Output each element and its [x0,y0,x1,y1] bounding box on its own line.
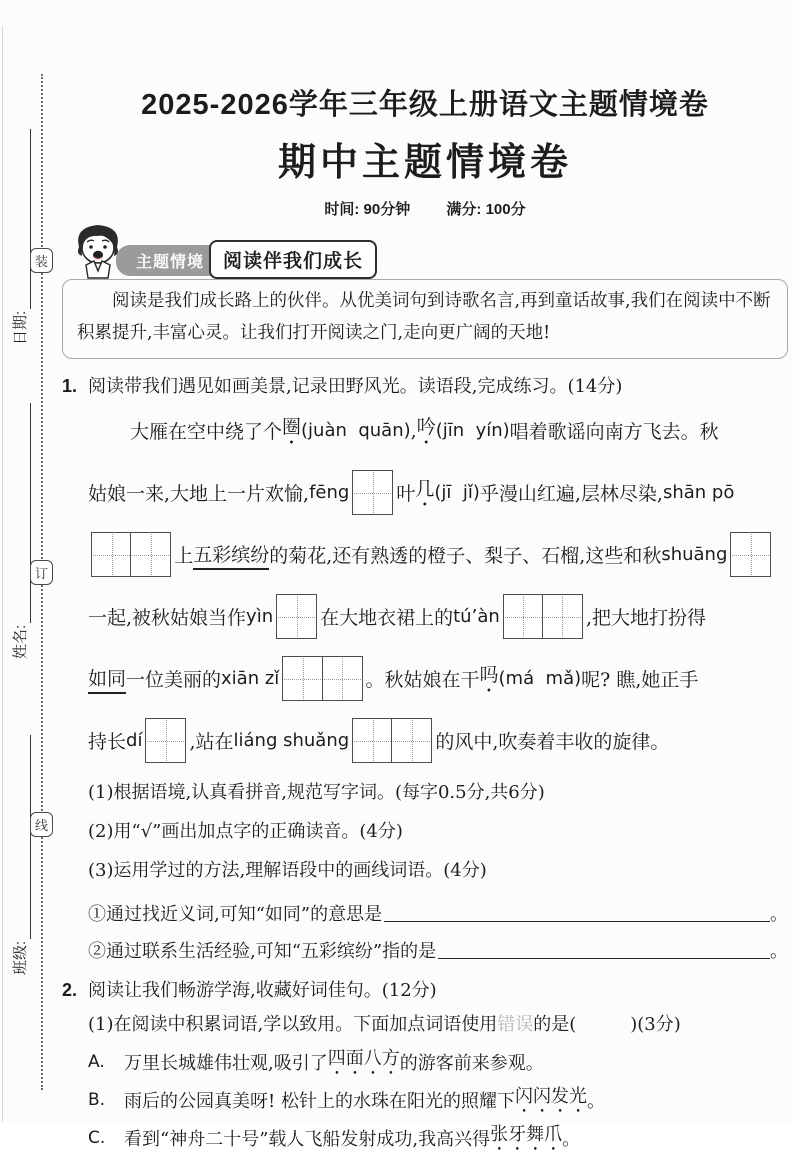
date-field-group [9,129,31,345]
date-label: 日期: [12,310,29,345]
question-2-stem [62,977,788,1004]
passage-text: ,把大地打扮得 [585,607,707,630]
passage-line-2 [88,462,788,524]
question-1-stem [62,373,788,400]
passage-text: , [410,419,417,442]
paper-content [62,0,788,1157]
option-text: 雨后的公园真美呀! 松针上的水珠在阳光的照耀下 [124,1090,515,1112]
pinyin-choice[interactable]: (jīn yín) [435,420,510,442]
pinyin-text: tú’àn [453,606,500,628]
option-c[interactable] [88,1119,788,1157]
binding-stamp-ding: 订 [30,560,53,585]
q1-fill-blank-2 [88,926,788,963]
pinyin-text: yìn [246,606,274,628]
dotted-idiom: 张牙舞爪 [490,1124,563,1146]
option-text: 。 [586,1090,605,1112]
dotted-idiom: 闪闪发光 [514,1086,587,1108]
writing-grid-cell[interactable] [130,532,171,577]
writing-grid-cell[interactable] [503,594,544,639]
full-score: 满分: 100分 [446,201,526,218]
subquestion-text: (3)运用学过的方法,理解语段中的画线词语。(4分) [88,860,487,882]
question-1-number: 1. [62,375,78,396]
passage-line-5 [88,648,788,710]
passage-text: 唱着歌谣向南方飞去。秋 [509,421,719,444]
writing-grid-cell[interactable] [542,594,583,639]
passage-line-1 [88,400,788,462]
passage-text: 大雁在空中绕了个 [130,421,283,444]
passage-text: 姑娘一来,大地上一片欢愉, [88,483,310,506]
fill-prompt: ②通过联系生活经验,可知“五彩缤纷”指的是 [88,940,437,962]
underlined-word: 如同 [88,664,126,694]
pinyin-text: dí [126,730,143,752]
dotted-char: 吗 [479,664,499,687]
writing-grid-cell[interactable] [145,718,186,763]
pinyin-text: xiān zǐ [221,668,280,690]
writing-grid[interactable] [730,532,771,577]
writing-grid[interactable] [91,532,171,577]
passage-text: 。秋姑娘在干 [365,669,480,692]
error-keyword: 错误 [497,1014,534,1036]
date-blank-line[interactable] [14,129,31,309]
name-label: 姓名: [12,624,29,659]
passage-text: 一位美丽的 [126,669,222,692]
option-a-label: A. [88,1051,105,1072]
passage-text: 一起,被秋姑娘当作 [88,607,247,630]
paper-title: 期中主题情境卷 [277,142,572,184]
passage-text: 持长 [88,731,127,754]
subquestion-text: (1)在阅读中积累词语,学以致用。下面加点词语使用 [88,1014,498,1036]
option-b[interactable] [88,1081,788,1119]
passage-line-4 [88,586,788,648]
writing-grid-cell[interactable] [352,718,393,763]
dotted-char: 几 [415,478,435,501]
writing-grid-cell[interactable] [276,594,317,639]
writing-grid-cell[interactable] [352,470,393,515]
passage-text: 乎漫山红遍,层林尽染, [479,483,663,506]
subquestion-text: (1)根据语境,认真看拼音,规范写字词。(每字0.5分,共6分) [88,782,545,804]
writing-grid[interactable] [145,718,186,763]
pinyin-text: shān pō [662,482,735,504]
name-field-group [9,403,31,659]
fill-period: 。 [770,940,788,962]
q1-fill-blank-1 [88,889,788,926]
name-blank-line[interactable] [14,403,31,623]
student-girl-illustration [72,221,124,283]
subquestion-text: (2)用“√”画出加点字的正确读音。(4分) [88,821,403,843]
passage-text: ,站在 [189,731,234,754]
writing-grid[interactable] [352,718,432,763]
time-limit: 时间: 90分钟 [324,201,411,218]
question-1-text: 阅读带我们遇见如画美景,记录田野风光。读语段,完成练习。(14分) [88,375,623,397]
writing-grid-cell[interactable] [282,656,323,701]
binding-stamp-zhuang: 装 [30,248,53,273]
series-title: 2025-2026学年三年级上册语文主题情境卷 [141,89,709,121]
passage-text: 的菊花,还有熟透的橙子、梨子、石榴,这些和秋 [269,545,662,568]
dotted-idiom: 四面八方 [327,1048,400,1070]
pinyin-text: liáng shuǎng [233,730,350,752]
subquestion-text: 的是( )(3分) [533,1014,681,1036]
option-text: 。 [562,1128,581,1150]
passage-text: 的风中,吹奏着丰收的旋律。 [435,731,670,754]
pinyin-choice[interactable]: (má mǎ) [498,668,582,690]
fill-prompt: ①通过找近义词,可知“如同”的意思是 [88,903,383,925]
answer-blank-line[interactable] [438,948,770,959]
exam-info-line [62,198,788,219]
q1-subquestion-2 [88,811,788,850]
q1-subquestion-1 [88,772,788,811]
answer-blank-line[interactable] [384,911,770,922]
class-blank-line[interactable] [14,735,31,939]
dotted-char: 吟 [416,416,436,439]
pinyin-text: fēng [309,482,350,504]
option-text: 的游客前来参观。 [399,1052,544,1074]
passage-text: 呢? 瞧,她正手 [581,669,699,692]
passage-text: 在大地衣裙上的 [320,607,454,630]
fill-period: 。 [770,903,788,925]
page-edge-line [2,26,3,1122]
class-label: 班级: [12,940,29,975]
binding-stamp-xian: 线 [30,812,53,837]
reading-passage [88,400,788,772]
question-2-number: 2. [62,979,78,1000]
writing-grid-cell[interactable] [322,656,363,701]
theme-banner [62,229,788,275]
option-text: 看到“神舟二十号”载人飞船发射成功,我高兴得 [124,1128,491,1150]
writing-grid-cell[interactable] [91,532,132,577]
dotted-char: 圈 [282,416,302,439]
passage-line-3 [88,524,788,586]
writing-grid[interactable] [503,594,583,639]
pinyin-choice[interactable]: (jī jǐ) [434,482,480,504]
option-a[interactable] [88,1043,788,1081]
q2-subquestion-1 [88,1004,788,1043]
option-c-label: C. [88,1127,106,1148]
underlined-word: 五彩缤纷 [193,540,269,570]
writing-grid[interactable] [352,470,393,515]
option-text: 万里长城雄伟壮观,吸引了 [124,1052,328,1074]
passage-text: 叶 [396,483,416,506]
theme-badge: 主题情境 [116,245,218,276]
q1-subquestion-3 [88,850,788,889]
question-2-text: 阅读让我们畅游学海,收藏好词佳句。(12分) [88,979,437,1001]
writing-grid-cell[interactable] [391,718,432,763]
pinyin-choice[interactable]: (juàn quān) [301,420,411,442]
writing-grid[interactable] [276,594,317,639]
writing-grid-cell[interactable] [730,532,771,577]
writing-grid[interactable] [282,656,362,701]
passage-text: 上 [174,545,194,568]
class-field-group [9,735,31,975]
passage-line-6 [88,710,788,772]
pinyin-text: shuāng [661,544,728,566]
theme-title-box: 阅读伴我们成长 [209,240,377,279]
option-b-label: B. [88,1089,106,1110]
theme-intro-box: 阅读是我们成长路上的伙伴。从优美词句到诗歌名言,再到童话故事,我们在阅读中不断积累提升,丰富心灵。让我们打开阅读之门,走向更广阔的天地! [62,279,788,359]
